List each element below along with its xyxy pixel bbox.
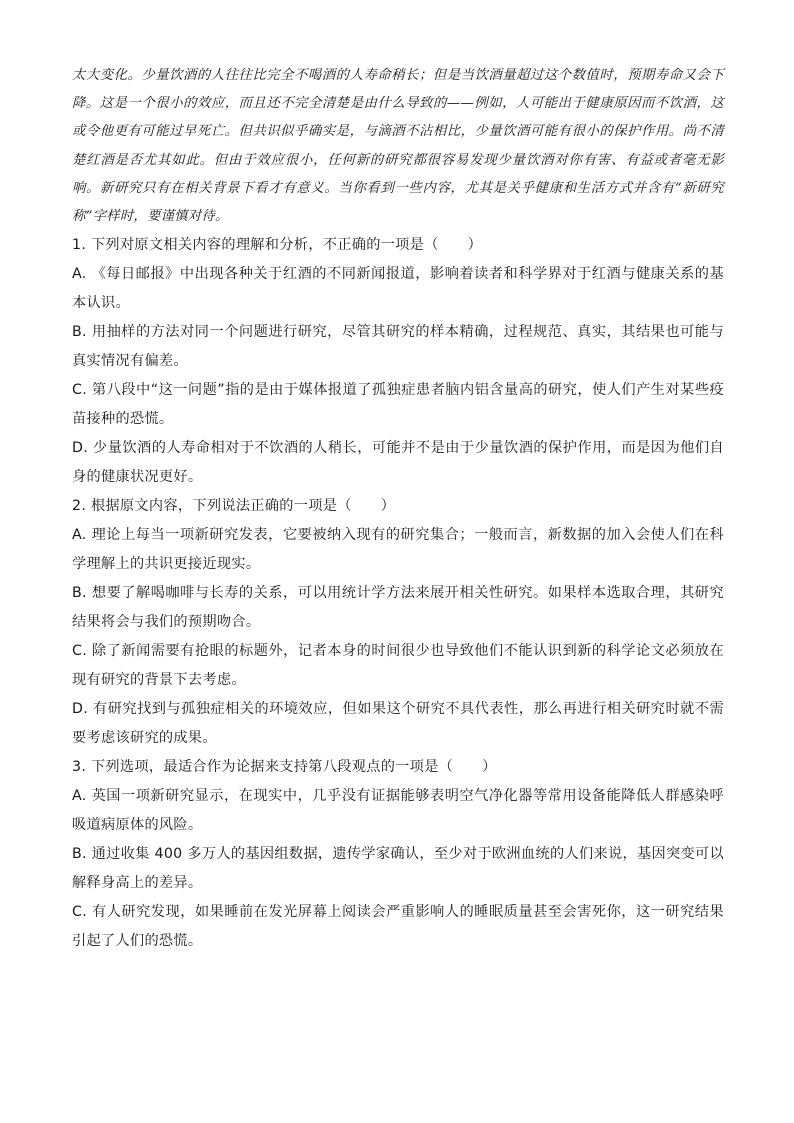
passage-excerpt <box>72 62 724 231</box>
passage-paragraph: 太大变化。少量饮酒的人往往比完全不喝酒的人寿命稍长；但是当饮酒量超过这个数值时，预期寿命又会下降。这是一个很小的效应，而且还不完全清楚是由什么导致的——例如，人可能出于健康原因而不饮酒，这或令他更有可能过早死亡。但共识似乎确实是，与滴酒不沾相比，少量饮酒可能有很小的保护作用。尚不清楚红酒是否尤其如此。但由于效应很小，任何新的研究都很容易发现少量饮酒对你有害、有益或者毫无影响。新研究只有在相关背景下看才有意义。当你看到一些内容，尤其是关乎健康和生活方式并含有“新研究称”字样时，要谨慎对待。 <box>72 68 724 225</box>
question-stem: 1. 下列对原文相关内容的理解和分析，不正确的一项是（ ） <box>72 237 483 254</box>
option-c: C. 有人研究发现，如果睡前在发光屏幕上阅读会严重影响人的睡眠质量甚至会害死你，这一研究结果引起了人们的恐慌。 <box>72 904 724 950</box>
question-stem: 3. 下列选项，最适合作为论据来支持第八段观点的一项是（ ） <box>72 759 497 776</box>
option-c: C. 除了新闻需要有抢眼的标题外，记者本身的时间很少也导致他们不能认识到新的科学论文必须放在现有研究的背景下去考虑。 <box>72 643 724 689</box>
option-a: A. 《每日邮报》中出现各种关于红酒的不同新闻报道，影响着读者和科学界对于红酒与健康关系的基本认识。 <box>72 266 724 312</box>
option-a: A. 英国一项新研究显示，在现实中，几乎没有证据能够表明空气净化器等常用设备能降低人群感染呼吸道病原体的风险。 <box>72 788 724 834</box>
question-stem: 2. 根据原文内容，下列说法正确的一项是（ ） <box>72 498 396 515</box>
question-1 <box>72 231 724 492</box>
question-2 <box>72 492 724 753</box>
question-3 <box>72 753 724 956</box>
option-d: D. 有研究找到与孤独症相关的环境效应，但如果这个研究不具代表性，那么再进行相关研究时就不需要考虑该研究的成果。 <box>72 701 724 747</box>
option-d: D. 少量饮酒的人寿命相对于不饮酒的人稍长，可能并不是由于少量饮酒的保护作用，而是因为他们自身的健康状况更好。 <box>72 440 724 486</box>
option-a: A. 理论上每当一项新研究发表，它要被纳入现有的研究集合；一般而言，新数据的加入会使人们在科学理解上的共识更接近现实。 <box>72 527 724 573</box>
option-b: B. 用抽样的方法对同一个问题进行研究，尽管其研究的样本精确，过程规范、真实，其结果也可能与真实情况有偏差。 <box>72 324 724 370</box>
option-b: B. 通过收集 400 多万人的基因组数据，遗传学家确认，至少对于欧洲血统的人们来说，基因突变可以解释身高上的差异。 <box>72 846 724 892</box>
option-c: C. 第八段中“这一问题”指的是由于媒体报道了孤独症患者脑内铝含量高的研究，使人们产生对某些疫苗接种的恐慌。 <box>72 382 724 428</box>
document-page <box>72 62 724 956</box>
option-b: B. 想要了解喝咖啡与长寿的关系，可以用统计学方法来展开相关性研究。如果样本选取合理，其研究结果将会与我们的预期吻合。 <box>72 585 724 631</box>
